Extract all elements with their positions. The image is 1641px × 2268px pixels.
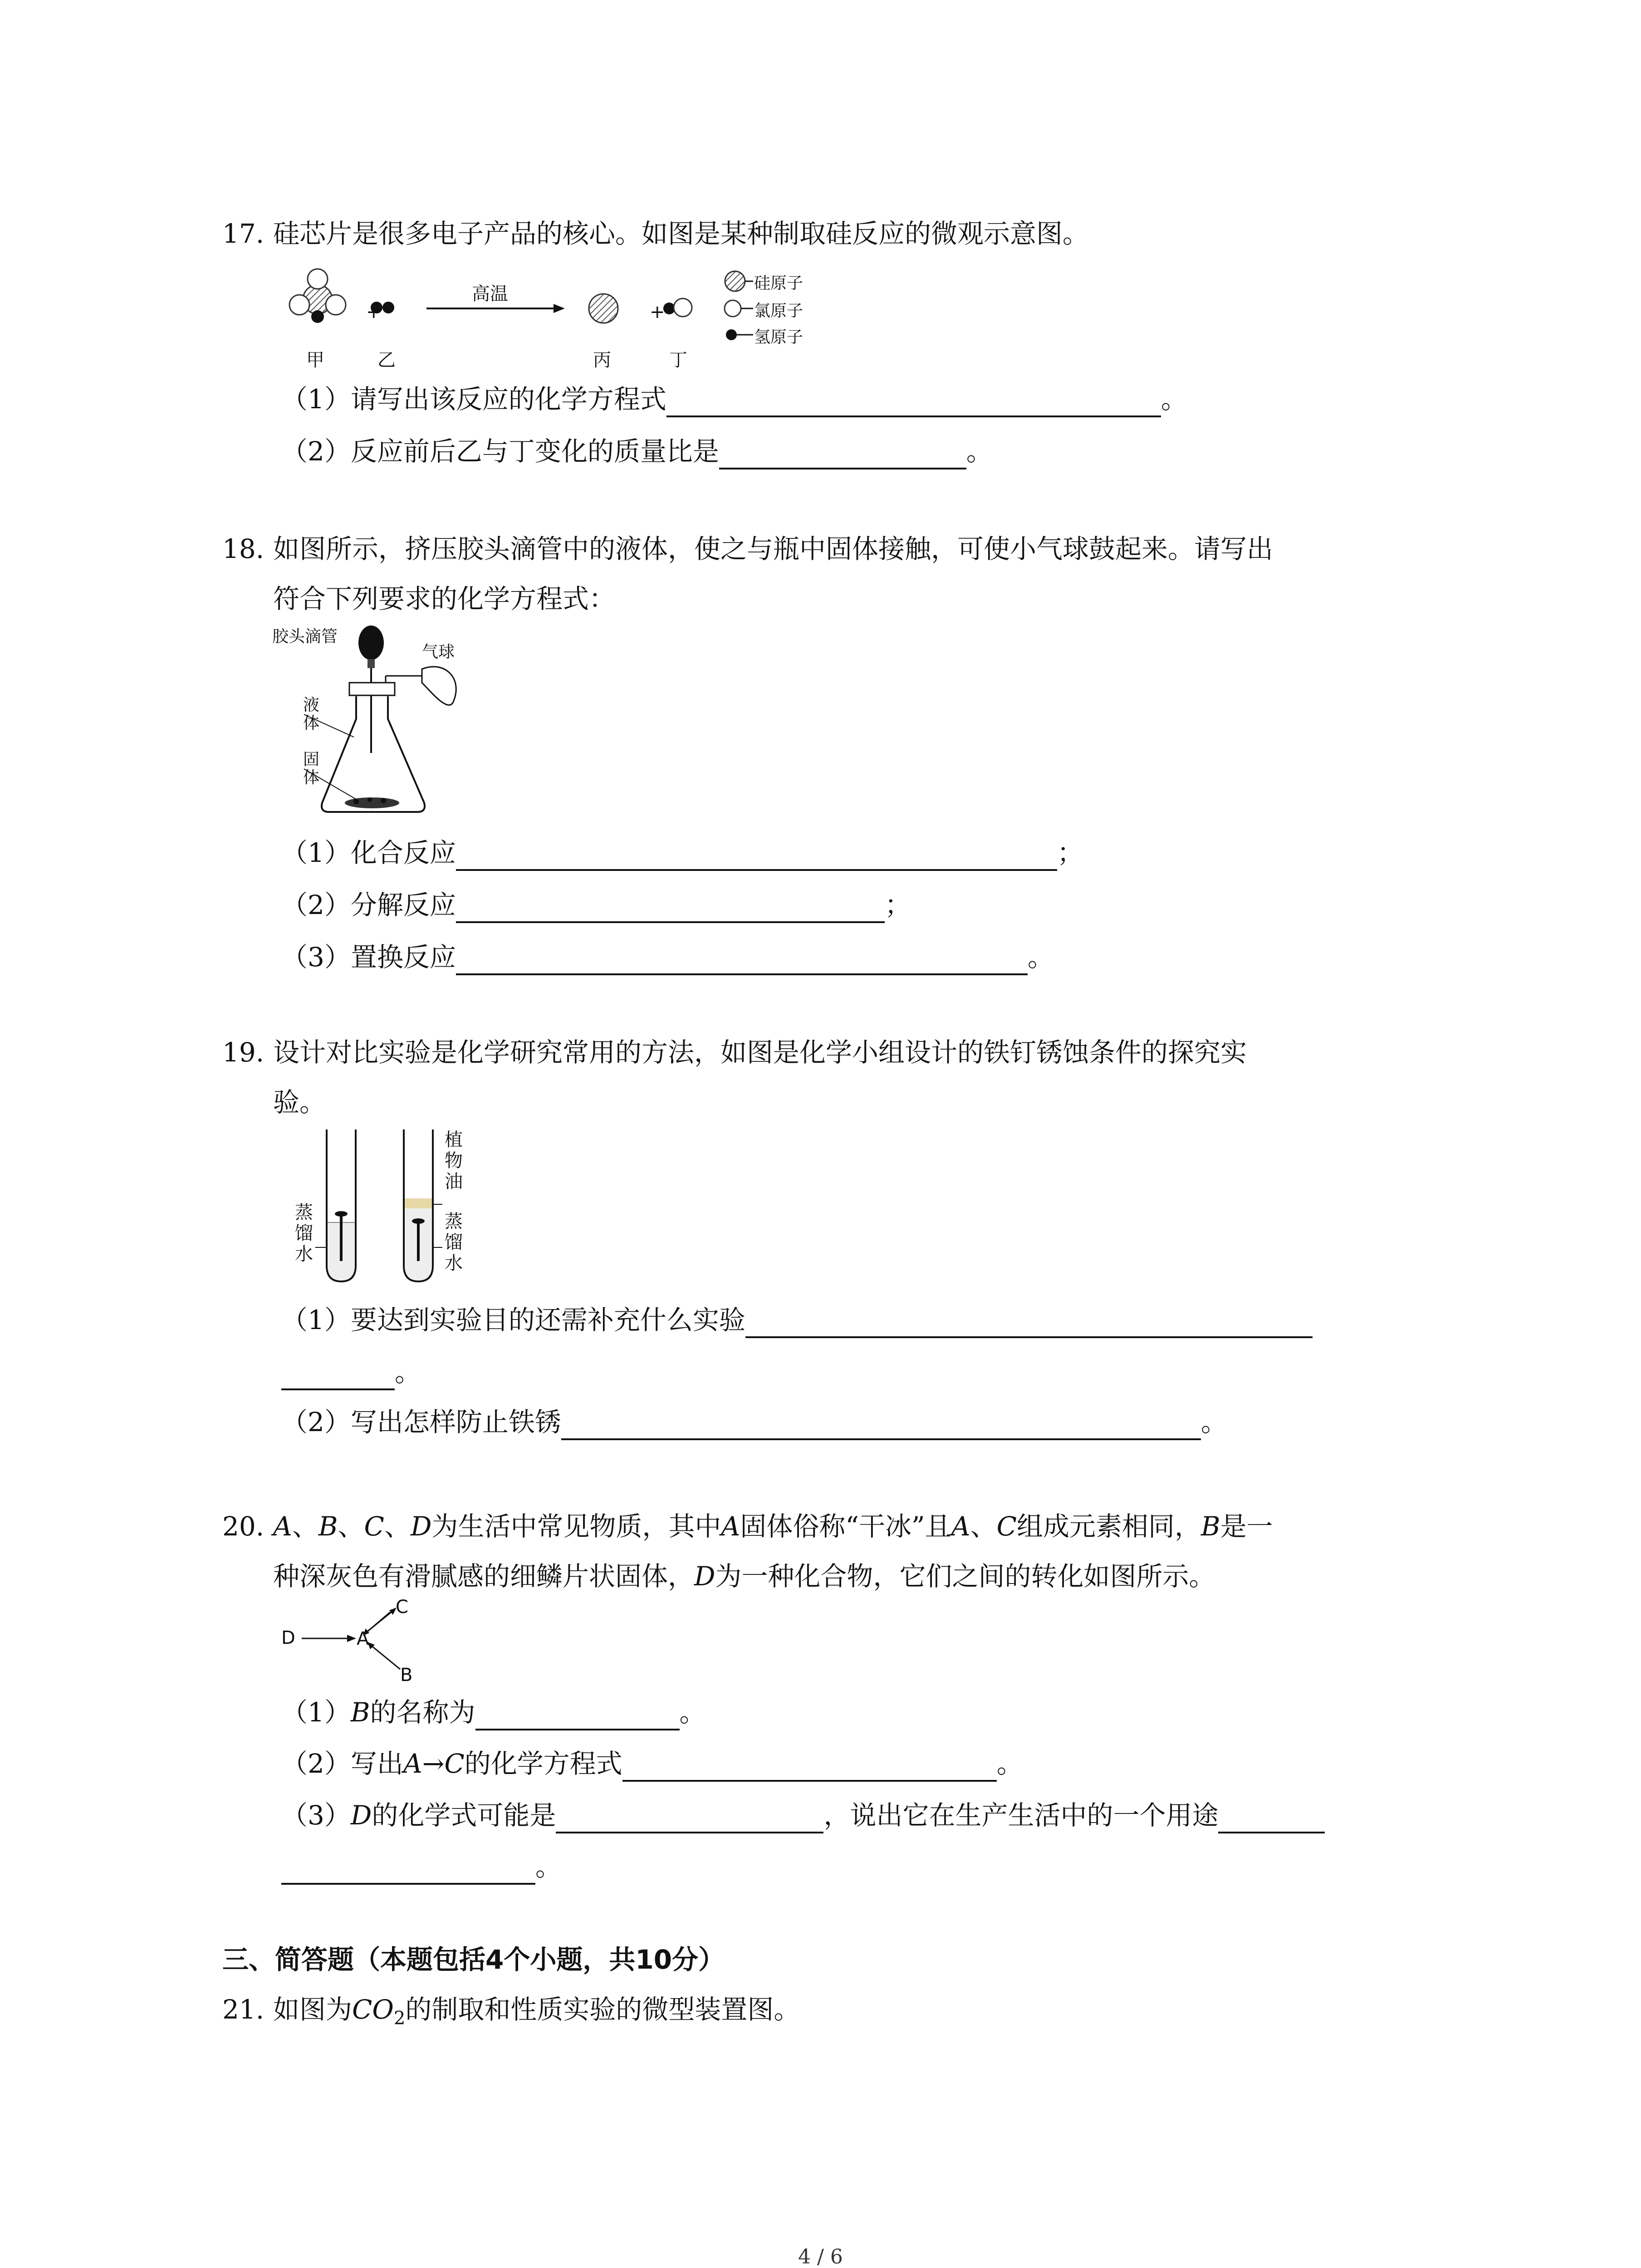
page-number: 4 / 6 xyxy=(798,2245,843,2268)
question-number: 17. xyxy=(222,218,265,249)
answer-blank[interactable] xyxy=(456,893,885,923)
answer-blank[interactable] xyxy=(719,440,966,469)
q19-sub1-cont: 。 xyxy=(281,1354,421,1390)
node-a: A xyxy=(357,1628,369,1649)
q19-sub2: （2）写出怎样防止铁锈 。 xyxy=(281,1404,1227,1440)
answer-blank[interactable] xyxy=(456,945,1028,975)
section-heading: 三、简答题（本题包括4个小题，共10分） xyxy=(222,1944,725,1975)
q20-sub3: （3）D的化学式可能是 ，说出它在生产生活中的一个用途 xyxy=(281,1797,1325,1833)
plus-sign: + xyxy=(650,302,665,323)
legend-silicon: 硅原子 xyxy=(754,274,803,293)
q17-sub2: （2）反应前后乙与丁变化的质量比是 。 xyxy=(281,433,993,469)
answer-blank[interactable] xyxy=(281,1855,535,1885)
arrow-condition-label: 高温 xyxy=(472,284,508,304)
answer-blank[interactable] xyxy=(281,1360,395,1390)
answer-blank[interactable] xyxy=(456,841,1057,871)
answer-blank[interactable] xyxy=(561,1410,1201,1440)
q20-stem-cont: 种深灰色有滑腻感的细鳞片状固体，D为一种化合物，它们之间的转化如图所示。 xyxy=(273,1561,1215,1592)
question-number: 18. xyxy=(222,533,265,564)
answer-blank[interactable] xyxy=(666,387,1161,417)
label-yi: 乙 xyxy=(377,350,396,371)
q19-figure xyxy=(290,1125,481,1288)
q19-sub1: （1）要达到实验目的还需补充什么实验 xyxy=(281,1302,1313,1338)
question-number: 19. xyxy=(222,1037,265,1068)
q17-stem: 17. 硅芯片是很多电子产品的核心。如图是某种制取硅反应的微观示意图。 xyxy=(222,215,1089,252)
label-solid: 固体 xyxy=(303,750,320,787)
plus-sign: + xyxy=(366,302,382,323)
question-number: 21. xyxy=(222,1994,265,2025)
q17-figure xyxy=(281,263,826,372)
label-liquid: 液体 xyxy=(303,696,320,733)
q18-stem: 18. 如图所示，挤压胶头滴管中的液体，使之与瓶中固体接触，可使小气球鼓起来。请写出 xyxy=(222,531,1273,567)
label-distilled-water-right: 蒸馏水 xyxy=(445,1211,463,1274)
answer-blank[interactable] xyxy=(745,1308,1313,1338)
legend-chlorine: 氯原子 xyxy=(754,302,803,320)
q20-sub3-cont: 。 xyxy=(281,1848,562,1885)
answer-blank[interactable] xyxy=(622,1752,997,1782)
answer-blank[interactable] xyxy=(556,1804,823,1833)
silicon-reaction-diagram xyxy=(281,263,826,372)
q17-sub1: （1）请写出该反应的化学方程式 。 xyxy=(281,381,1187,417)
question-number: 20. xyxy=(222,1511,265,1542)
label-distilled-water-left: 蒸馏水 xyxy=(295,1202,313,1265)
node-c: C xyxy=(396,1597,408,1618)
label-vegetable-oil: 植物油 xyxy=(445,1129,463,1192)
node-d: D xyxy=(281,1628,295,1648)
q18-sub3: （3）置换反应 。 xyxy=(281,939,1054,975)
answer-blank[interactable] xyxy=(1218,1804,1325,1833)
q20-sub2: （2）写出A→C的化学方程式 。 xyxy=(281,1745,1023,1782)
answer-blank[interactable] xyxy=(475,1701,680,1730)
q18-sub1: （1）化合反应 ； xyxy=(281,835,1083,871)
label-balloon: 气球 xyxy=(422,643,455,661)
node-b: B xyxy=(400,1665,413,1686)
q18-sub2: （2）分解反应 ； xyxy=(281,887,911,923)
q21-stem: 21. 如图为$CO_2$的制取和性质实验的微型装置图。 xyxy=(222,1991,800,2037)
q20-sub1: （1）B的名称为 。 xyxy=(281,1694,706,1730)
q18-stem-cont: 符合下列要求的化学方程式： xyxy=(273,583,616,614)
q20-figure xyxy=(281,1597,436,1687)
label-bing: 丙 xyxy=(593,350,611,371)
q19-stem: 19. 设计对比实验是化学研究常用的方法，如图是化学小组设计的铁钉锈蚀条件的探究实 xyxy=(222,1034,1247,1070)
label-jia: 甲 xyxy=(306,350,324,371)
q18-figure xyxy=(272,624,481,823)
legend-hydrogen: 氢原子 xyxy=(754,328,803,347)
label-dropper: 胶头滴管 xyxy=(272,627,338,646)
q19-stem-cont: 验。 xyxy=(273,1087,326,1118)
label-ding: 丁 xyxy=(669,350,687,371)
q20-stem: 20. A、B、C、D为生活中常见物质，其中A固体俗称“干冰”且A、C组成元素相同，B是一 xyxy=(222,1508,1273,1545)
